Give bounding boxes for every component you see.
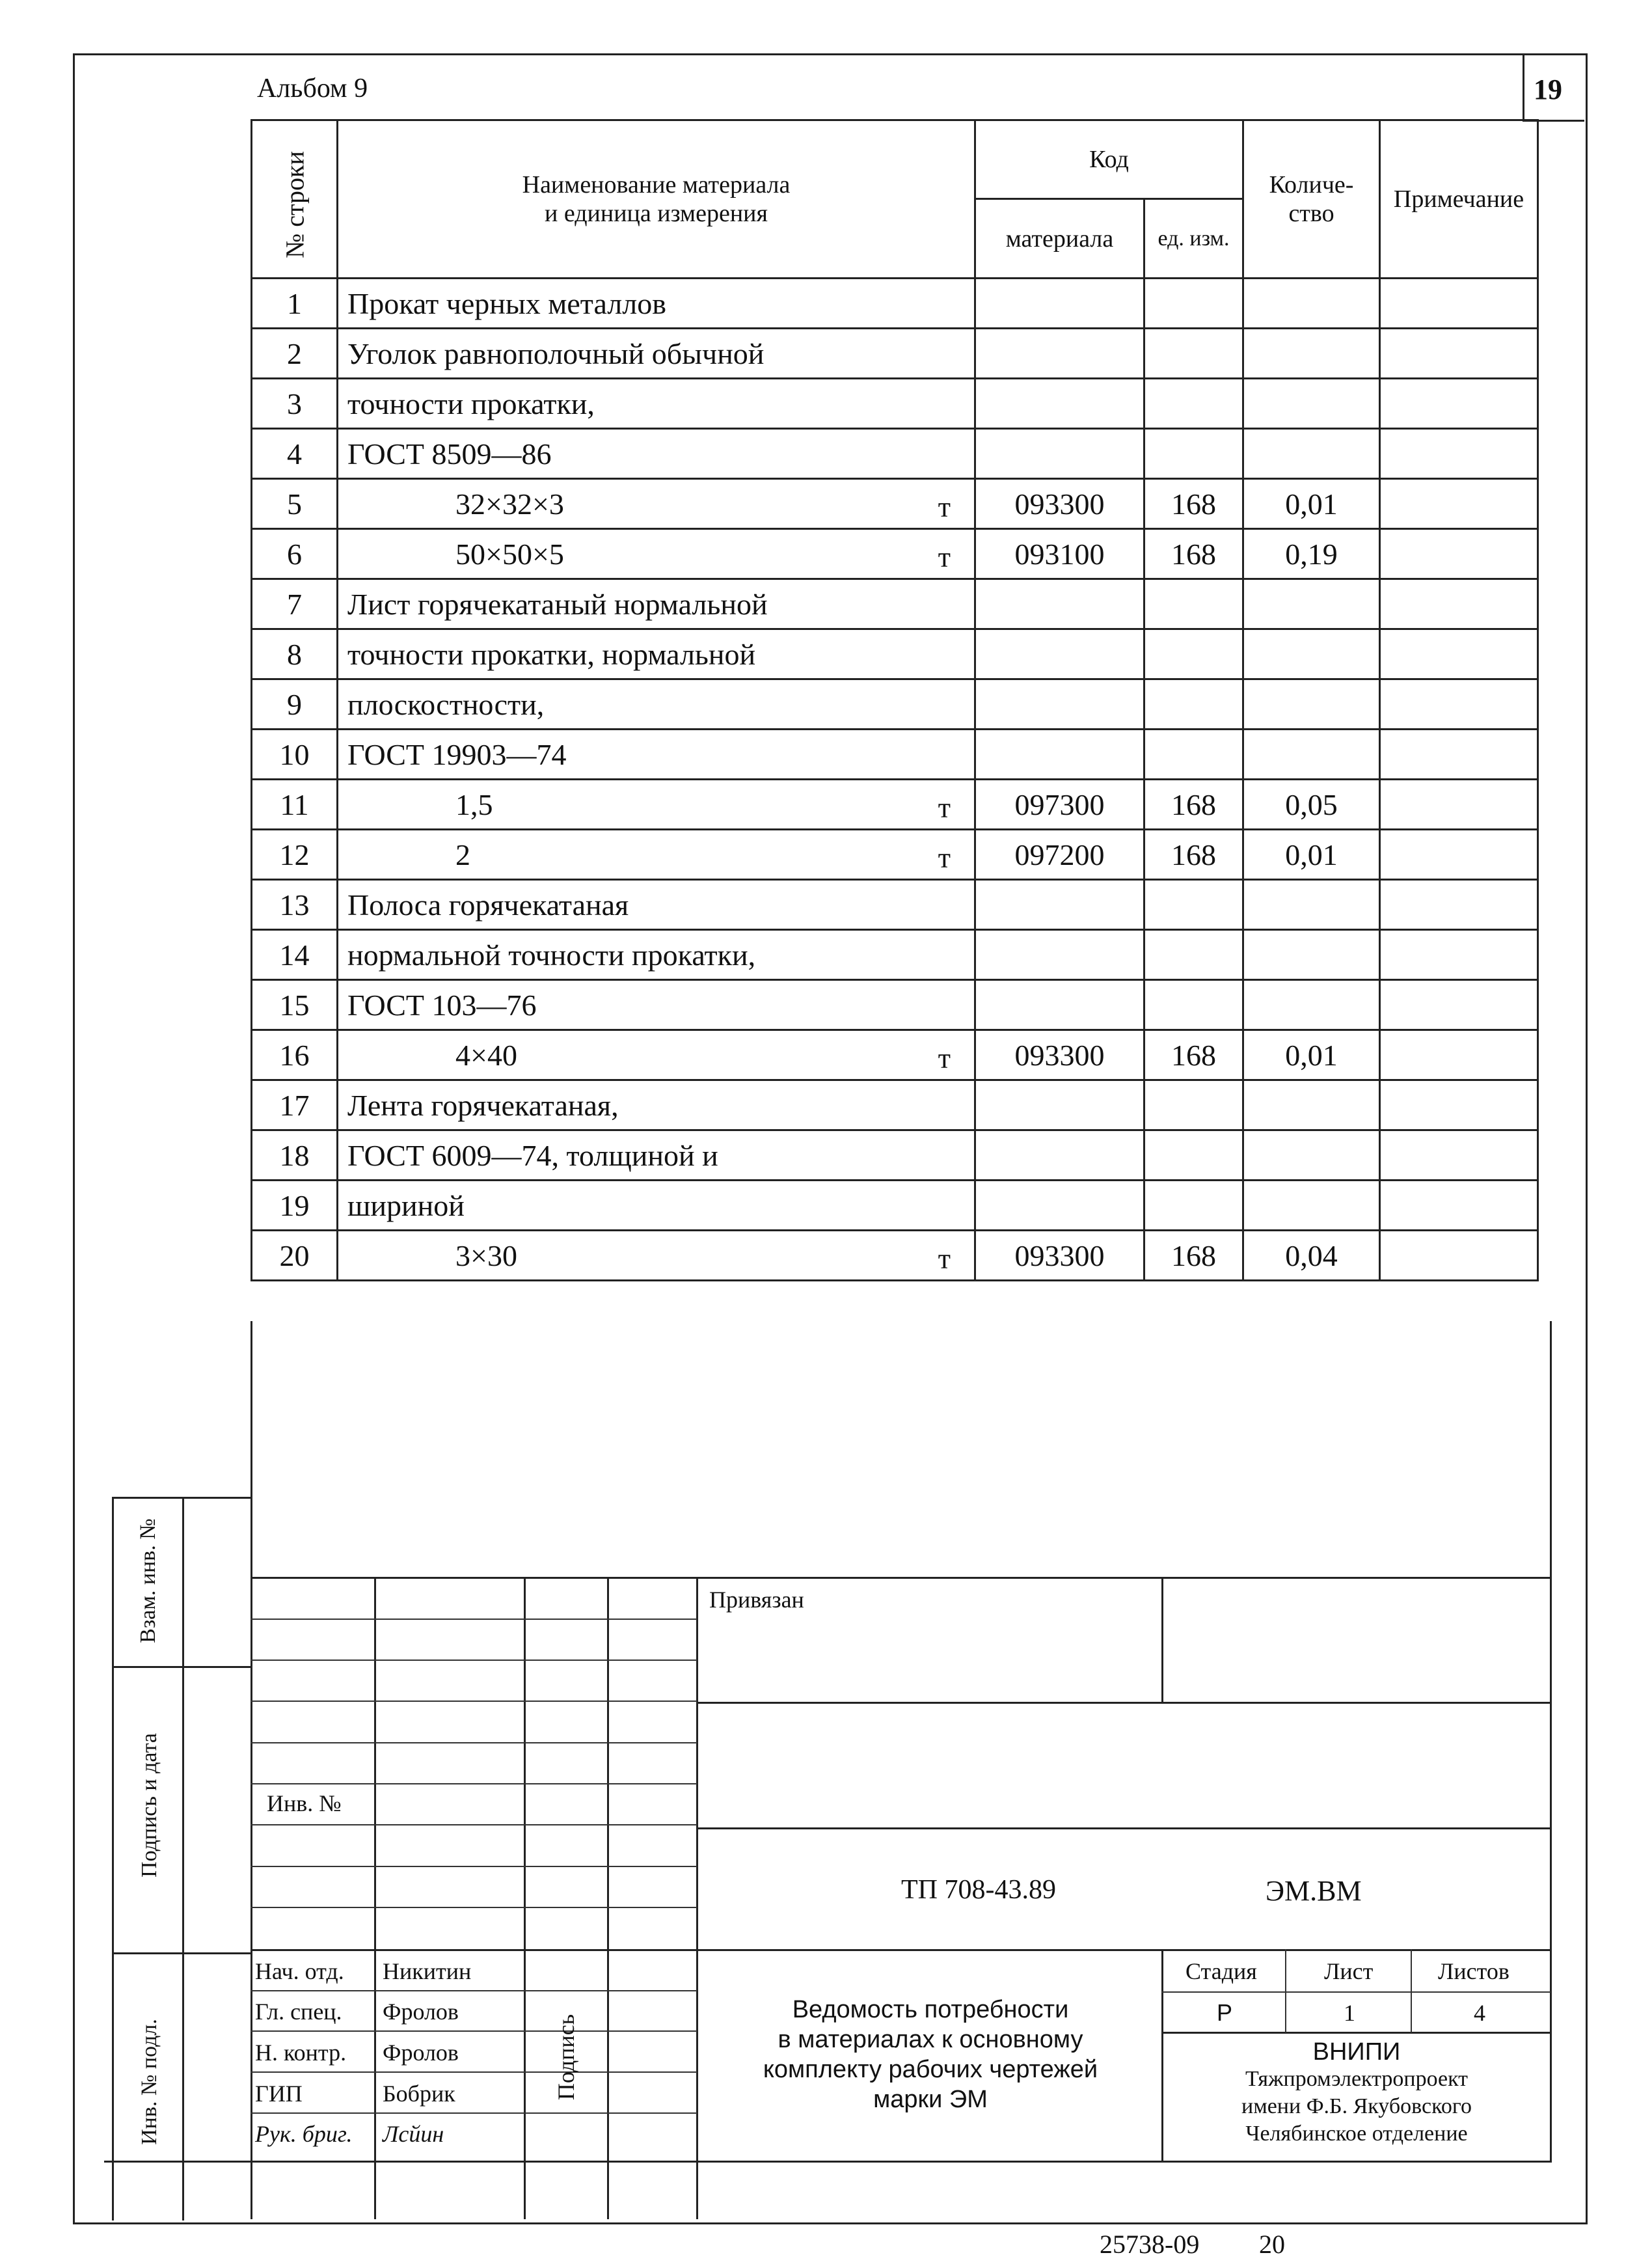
row-note [1380, 780, 1538, 830]
inv-no-label: Инв. № [267, 1790, 342, 1816]
row-name: 4×40 т [338, 1030, 975, 1080]
sheet-number: 19 [1534, 74, 1562, 105]
row-number: 3 [252, 379, 338, 429]
stamp-right-border [1550, 1321, 1552, 2161]
row-unit-code [1144, 279, 1243, 329]
row-name: Лист горячекатаный нормальной [338, 579, 975, 629]
row-name: ГОСТ 8509—86 [338, 429, 975, 479]
row-unit-code [1144, 629, 1243, 679]
row-number: 18 [252, 1130, 338, 1181]
col-qty-header: Количе- ство [1243, 120, 1380, 279]
row-quantity [1243, 279, 1380, 329]
row-quantity [1243, 329, 1380, 379]
row-quantity [1243, 930, 1380, 980]
row-note [1380, 629, 1538, 679]
row-quantity: 0,19 [1243, 529, 1380, 579]
role-name: Бобрик [383, 2081, 455, 2107]
table-row [252, 930, 1538, 980]
stage-value: Р [1217, 1999, 1233, 2026]
row-name: точности прокатки, нормальной [338, 629, 975, 679]
table-left-extension [251, 1321, 252, 2219]
row-number: 9 [252, 679, 338, 730]
materials-table [251, 119, 1539, 1281]
row-material-code [975, 379, 1144, 429]
row-quantity [1243, 880, 1380, 930]
row-note [1380, 329, 1538, 379]
row-material-code [975, 1080, 1144, 1130]
row-unit-code: 168 [1144, 479, 1243, 529]
role-name: Никитин [383, 1958, 472, 1984]
row-quantity: 0,01 [1243, 479, 1380, 529]
row-unit-code [1144, 1130, 1243, 1181]
row-name: Полоса горячекатаная [338, 880, 975, 930]
row-unit-code [1144, 930, 1243, 980]
row-unit-code: 168 [1144, 780, 1243, 830]
row-note [1380, 279, 1538, 329]
row-unit-code [1144, 329, 1243, 379]
stamp-col1 [374, 1577, 376, 2219]
col-name-header: Наименование материала и единица измерения [338, 120, 975, 279]
table-row [252, 730, 1538, 780]
row-note [1380, 579, 1538, 629]
role-label: ГИП [255, 2081, 303, 2107]
row-unit: т [938, 791, 951, 824]
table-row [252, 379, 1538, 429]
row-note [1380, 429, 1538, 479]
row-material-code: 093100 [975, 529, 1144, 579]
stamp-row-6 [251, 1824, 697, 1825]
row-note [1380, 730, 1538, 780]
table-row [252, 429, 1538, 479]
table-row [252, 980, 1538, 1030]
table-row [252, 329, 1538, 379]
row-material-code: 093300 [975, 479, 1144, 529]
row-note [1380, 1130, 1538, 1181]
table-row [252, 479, 1538, 529]
side-strip-top [112, 1497, 252, 1499]
row-material-code [975, 930, 1144, 980]
row-unit-code: 168 [1144, 529, 1243, 579]
row-name: Уголок равнополочный обычной [338, 329, 975, 379]
stamp-row-4 [251, 1742, 697, 1743]
col-code-header: Код [975, 120, 1243, 199]
document-title: Ведомость потребности в материалах к основному комплекту рабочих чертежей марки ЭМ [763, 1996, 1098, 2113]
stage-row-2 [1161, 2032, 1550, 2034]
row-quantity [1243, 1181, 1380, 1231]
row-note [1380, 930, 1538, 980]
row-quantity: 0,05 [1243, 780, 1380, 830]
row-quantity [1243, 579, 1380, 629]
row-material-code: 097200 [975, 830, 1144, 880]
row-quantity: 0,01 [1243, 830, 1380, 880]
row-note [1380, 880, 1538, 930]
row-material-code [975, 579, 1144, 629]
stamp-row-13 [251, 2112, 697, 2114]
stamp-col2 [524, 1577, 526, 2219]
table-row [252, 1130, 1538, 1181]
footer-page: 20 [1259, 2230, 1285, 2259]
side-podpis-label: Подпись и дата [137, 1733, 161, 1878]
col-code-unit-header: ед. изм. [1144, 199, 1243, 279]
row-quantity [1243, 980, 1380, 1030]
row-quantity [1243, 629, 1380, 679]
row-quantity: 0,04 [1243, 1231, 1380, 1281]
stamp-row-10 [251, 1990, 697, 1991]
row-number: 7 [252, 579, 338, 629]
row-name: ГОСТ 6009—74, толщиной и [338, 1130, 975, 1181]
row-unit-code [1144, 679, 1243, 730]
table-row [252, 529, 1538, 579]
stamp-row-7 [251, 1866, 697, 1867]
row-note [1380, 679, 1538, 730]
footer-doc-no: 25738-09 [1100, 2230, 1200, 2259]
row-unit-code: 168 [1144, 1231, 1243, 1281]
row-unit-code [1144, 429, 1243, 479]
stage-row-1 [1161, 1991, 1550, 1993]
sheet-label: Лист [1324, 1958, 1374, 1984]
row-note [1380, 529, 1538, 579]
row-unit-code [1144, 579, 1243, 629]
row-name: ГОСТ 19903—74 [338, 730, 975, 780]
table-row [252, 830, 1538, 880]
row-unit-code [1144, 980, 1243, 1030]
role-label: Нач. отд. [255, 1958, 344, 1984]
row-note [1380, 1181, 1538, 1231]
row-name: 32×32×3 т [338, 479, 975, 529]
row-name: 2 т [338, 830, 975, 880]
row-number: 8 [252, 629, 338, 679]
row-material-code [975, 980, 1144, 1030]
row-number: 6 [252, 529, 338, 579]
row-unit-code [1144, 730, 1243, 780]
row-number: 13 [252, 880, 338, 930]
stage-col-2 [1411, 1949, 1412, 2032]
stamp-bottom [104, 2161, 1552, 2163]
stamp-col4 [696, 1577, 698, 2219]
table-row [252, 629, 1538, 679]
row-material-code: 093300 [975, 1231, 1144, 1281]
table-row [252, 579, 1538, 629]
row-material-code [975, 279, 1144, 329]
row-number: 4 [252, 429, 338, 479]
title-right-divider [1161, 1949, 1163, 2161]
row-name: 1,5 т [338, 780, 975, 830]
table-row [252, 1080, 1538, 1130]
side-invpodl-label: Инв. № подл. [137, 2019, 161, 2145]
stamp-row-1 [251, 1619, 697, 1620]
row-number: 12 [252, 830, 338, 880]
row-number: 14 [252, 930, 338, 980]
row-note [1380, 830, 1538, 880]
side-strip-div2 [112, 1952, 252, 1954]
row-number: 19 [252, 1181, 338, 1231]
privyazan-divider [1161, 1577, 1163, 1704]
row-quantity [1243, 1130, 1380, 1181]
row-unit-code [1144, 379, 1243, 429]
album-label: Альбом 9 [257, 74, 368, 103]
row-name: ГОСТ 103—76 [338, 980, 975, 1030]
row-unit-code [1144, 880, 1243, 930]
row-name: Лента горячекатаная, [338, 1080, 975, 1130]
stamp-row-3 [251, 1701, 697, 1702]
row-material-code [975, 1130, 1144, 1181]
podpis-label: Подпись [553, 2014, 579, 2101]
row-number: 2 [252, 329, 338, 379]
side-strip-div1 [112, 1666, 252, 1668]
row-note [1380, 379, 1538, 429]
row-material-code [975, 880, 1144, 930]
row-name: 50×50×5 т [338, 529, 975, 579]
table-row [252, 880, 1538, 930]
role-name: Лсйин [383, 2121, 444, 2147]
role-label: Рук. бриг. [255, 2121, 353, 2147]
stage-col-1 [1285, 1949, 1286, 2032]
privyazan-bottom [696, 1702, 1552, 1704]
row-number: 10 [252, 730, 338, 780]
side-strip-left [112, 1497, 114, 2220]
row-number: 20 [252, 1231, 338, 1281]
table-row [252, 780, 1538, 830]
stamp-row-11 [251, 2030, 697, 2032]
sheet-value: 1 [1344, 2000, 1355, 2026]
role-label: Гл. спец. [255, 1999, 342, 2025]
row-unit: т [938, 491, 951, 523]
sheets-label: Листов [1438, 1958, 1510, 1984]
row-note [1380, 479, 1538, 529]
row-number: 5 [252, 479, 338, 529]
row-material-code: 097300 [975, 780, 1144, 830]
stamp-row-9 [251, 1949, 1552, 1951]
row-material-code [975, 679, 1144, 730]
row-quantity [1243, 429, 1380, 479]
row-name: точности прокатки, [338, 379, 975, 429]
row-unit: т [938, 1042, 951, 1074]
row-material-code [975, 329, 1144, 379]
stamp-row-12 [251, 2071, 697, 2073]
stamp-row-8 [251, 1907, 697, 1908]
row-note [1380, 1080, 1538, 1130]
table-row [252, 679, 1538, 730]
row-quantity: 0,01 [1243, 1030, 1380, 1080]
col-row-no-header: № строки [252, 120, 338, 279]
row-name: 3×30 т [338, 1231, 975, 1281]
stage-label: Стадия [1185, 1958, 1257, 1984]
row-name: Прокат черных металлов [338, 279, 975, 329]
doc-code: ТП 708-43.89 [901, 1875, 1056, 1905]
row-note [1380, 1030, 1538, 1080]
table-row [252, 279, 1538, 329]
row-name: нормальной точности прокатки, [338, 930, 975, 980]
row-note [1380, 1231, 1538, 1281]
row-number: 17 [252, 1080, 338, 1130]
row-quantity [1243, 679, 1380, 730]
row-material-code [975, 1181, 1144, 1231]
table-row [252, 1181, 1538, 1231]
row-number: 1 [252, 279, 338, 329]
col-code-material-header: материала [975, 199, 1144, 279]
row-number: 15 [252, 980, 338, 1030]
row-number: 11 [252, 780, 338, 830]
row-unit-code: 168 [1144, 1030, 1243, 1080]
row-unit: т [938, 1242, 951, 1275]
privyazan-label: Привязан [709, 1587, 804, 1613]
row-quantity [1243, 730, 1380, 780]
stamp-col3 [607, 1577, 609, 2219]
row-unit-code [1144, 1181, 1243, 1231]
role-name: Фролов [383, 2040, 459, 2066]
role-label: Н. контр. [255, 2040, 347, 2066]
stamp-top-border [251, 1577, 1552, 1579]
row-note [1380, 980, 1538, 1030]
sheets-value: 4 [1474, 2000, 1485, 2026]
row-name: плоскостности, [338, 679, 975, 730]
code-row-top [696, 1827, 1552, 1829]
organization: ВНИПИ Тяжпромэлектропроект имени Ф.Б. Якубовского Челябинское отделение [1241, 2038, 1472, 2146]
row-unit-code: 168 [1144, 830, 1243, 880]
table-row [252, 1231, 1538, 1281]
stamp-row-2 [251, 1660, 697, 1661]
row-name: шириной [338, 1181, 975, 1231]
row-material-code [975, 730, 1144, 780]
doc-mark: ЭМ.ВМ [1266, 1875, 1362, 1907]
role-name: Фролов [383, 1999, 459, 2025]
row-quantity [1243, 1080, 1380, 1130]
table-row [252, 1030, 1538, 1080]
side-vzam-label: Взам. инв. № [136, 1518, 160, 1643]
row-unit-code [1144, 1080, 1243, 1130]
stamp-row-5 [251, 1783, 697, 1784]
side-strip-mid [182, 1497, 184, 2220]
row-material-code: 093300 [975, 1030, 1144, 1080]
col-note-header: Примечание [1380, 120, 1538, 279]
row-number: 16 [252, 1030, 338, 1080]
row-unit: т [938, 541, 951, 573]
row-unit: т [938, 841, 951, 874]
row-material-code [975, 629, 1144, 679]
row-material-code [975, 429, 1144, 479]
row-quantity [1243, 379, 1380, 429]
